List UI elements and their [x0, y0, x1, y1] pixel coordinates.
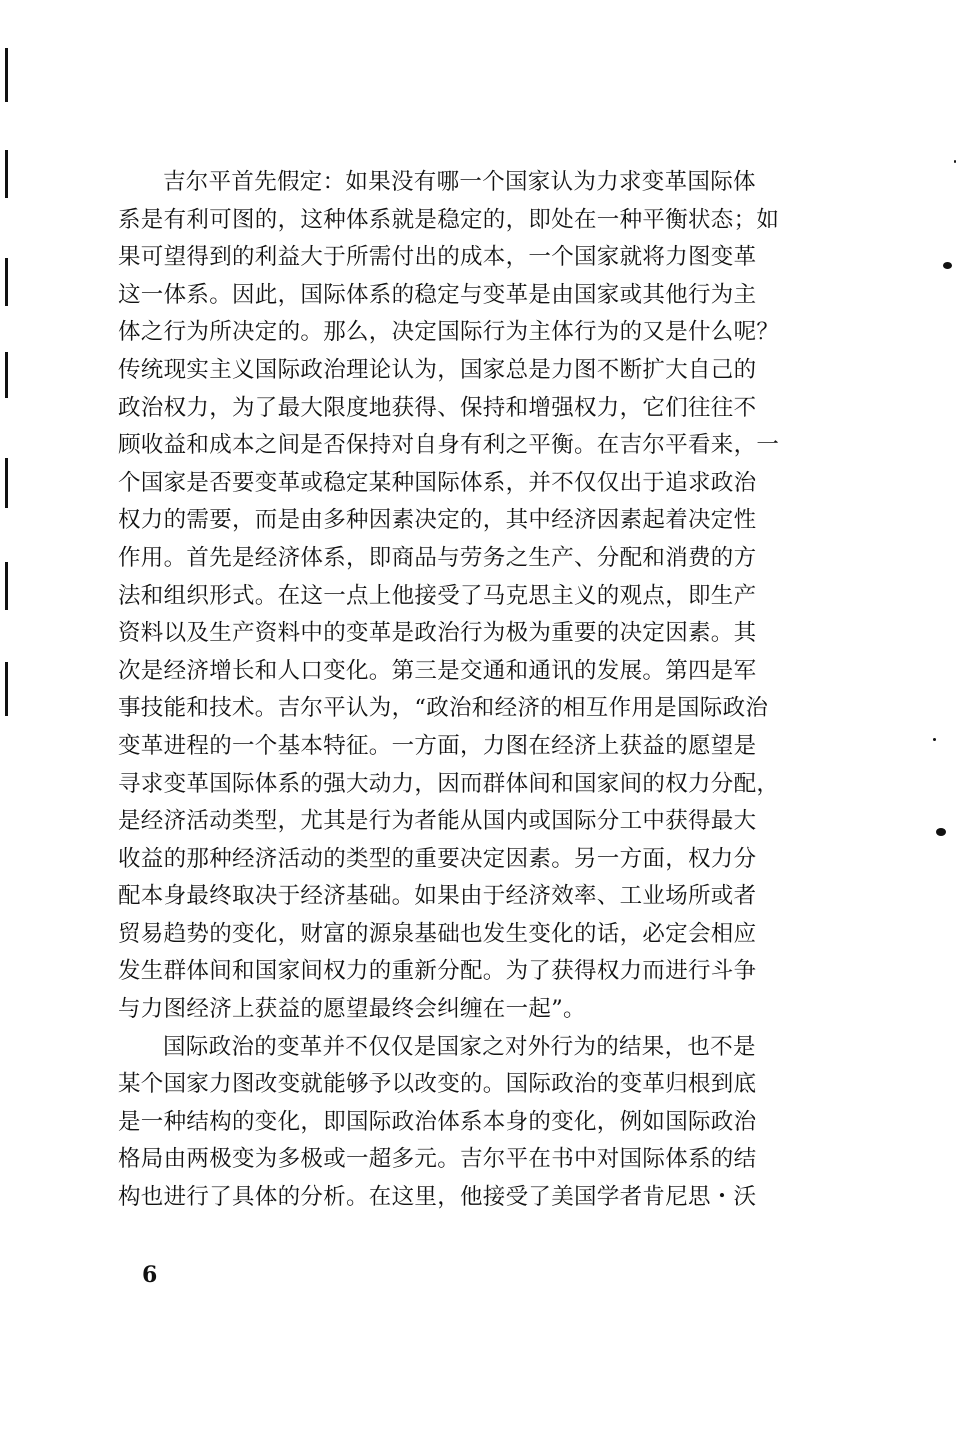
text-line: 顾收益和成本之间是否保持对自身有利之平衡。在吉尔平看来，一 [118, 432, 780, 459]
text-line: 果可望得到的利益大于所需付出的成本，一个国家就将力图变革 [118, 244, 757, 271]
text-line: 变革进程的一个基本特征。一方面，力图在经济上获益的愿望是 [118, 732, 757, 759]
body-text [118, 164, 836, 1217]
text-line: 事技能和技术。吉尔平认为，“政治和经济的相互作用是国际政治 [118, 695, 769, 722]
scan-edge-mark [5, 150, 8, 198]
scan-edge-mark [5, 562, 8, 610]
text-line: 吉尔平首先假定：如果没有哪一个国家认为力求变革国际体 [163, 169, 756, 195]
text-line: 作用。首先是经济体系，即商品与劳务之生产、分配和消费的方 [118, 544, 757, 571]
scan-edge-mark [5, 458, 8, 508]
text-line: 个国家是否要变革或稳定某种国际体系，并不仅仅出于追求政治 [118, 469, 757, 496]
text-line: 权力的需要，而是由多种因素决定的，其中经济因素起着决定性 [118, 507, 757, 534]
text-line: 是经济活动类型，尤其是行为者能从国内或国际分工中获得最大 [118, 808, 757, 835]
text-line: 次是经济增长和人口变化。第三是交通和通讯的发展。第四是军 [118, 657, 757, 684]
scan-edge-mark [5, 258, 8, 306]
text-line: 是一种结构的变化，即国际政治体系本身的变化，例如国际政治 [118, 1108, 757, 1135]
text-line: 贸易趋势的变化，财富的源泉基础也发生变化的话，必定会相应 [118, 920, 757, 947]
scan-edge-mark [5, 662, 8, 716]
text-line: 国际政治的变革并不仅仅是国家之对外行为的结果，也不是 [163, 1033, 756, 1060]
scan-speck [936, 828, 946, 836]
text-line: 收益的那种经济活动的类型的重要决定因素。另一方面，权力分 [118, 845, 757, 872]
scan-speck [933, 738, 936, 741]
text-line: 这一体系。因此，国际体系的稳定与变革是由国家或其他行为主 [118, 281, 757, 308]
text-line: 寻求变革国际体系的强大动力，因而群体间和国家间的权力分配， [118, 770, 780, 797]
scan-edge-mark [5, 352, 8, 398]
text-line: 格局由两极变为多极或一超多元。吉尔平在书中对国际体系的结 [118, 1146, 757, 1173]
paragraph [118, 1029, 836, 1217]
text-line: 与力图经济上获益的愿望最终会纠缠在一起”。 [118, 996, 586, 1023]
text-line: 系是有利可图的，这种体系就是稳定的，即处在一种平衡状态；如 [118, 206, 780, 233]
text-line: 政治权力，为了最大限度地获得、保持和增强权力，它们往往不 [118, 394, 757, 421]
scan-edge-mark [5, 48, 8, 102]
page-number: 6 [142, 1262, 158, 1288]
text-line: 体之行为所决定的。那么，决定国际行为主体行为的又是什么呢？ [118, 319, 780, 346]
text-line: 发生群体间和国家间权力的重新分配。为了获得权力而进行斗争 [118, 958, 757, 985]
text-line: 配本身最终取决于经济基础。如果由于经济效率、工业场所或者 [118, 883, 757, 910]
text-line: 传统现实主义国际政治理论认为，国家总是力图不断扩大自己的 [118, 356, 757, 383]
scan-speck [954, 160, 956, 163]
text-line: 构也进行了具体的分析。在这里，他接受了美国学者肯尼思・沃 [118, 1184, 757, 1211]
text-line: 法和组织形式。在这一点上他接受了马克思主义的观点，即生产 [118, 582, 757, 609]
text-line: 资料以及生产资料中的变革是政治行为极为重要的决定因素。其 [118, 620, 757, 647]
paragraph [118, 164, 836, 1029]
scan-speck [943, 262, 952, 269]
text-line: 某个国家力图改变就能够予以改变的。国际政治的变革归根到底 [118, 1071, 757, 1098]
